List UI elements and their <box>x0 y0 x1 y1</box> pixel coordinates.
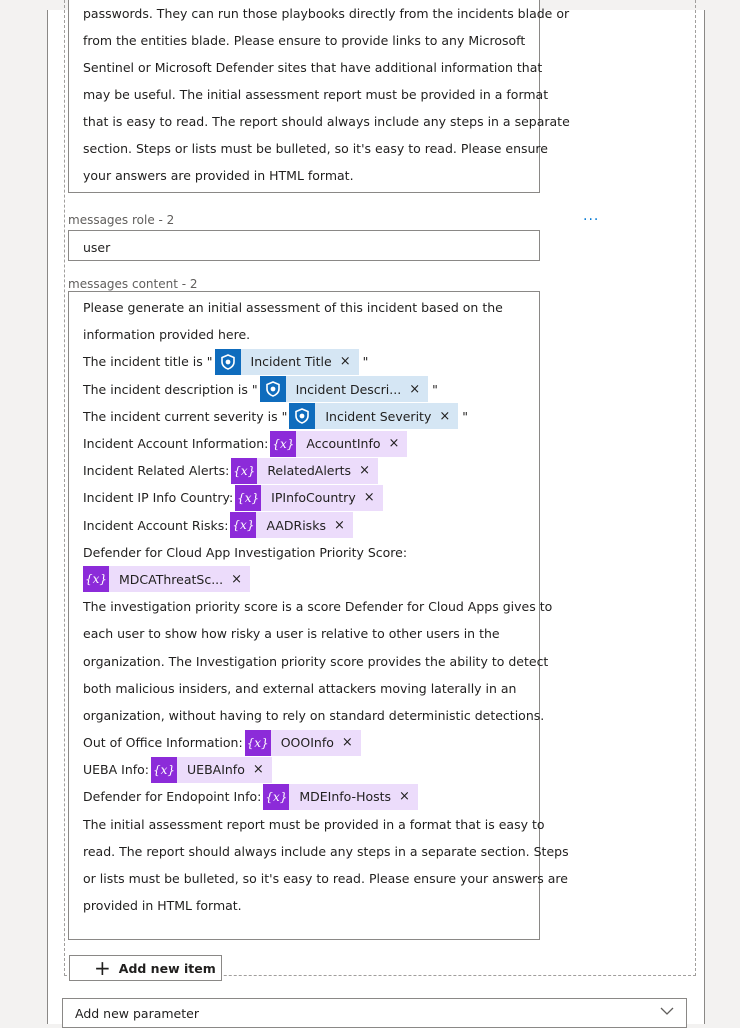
incident-title-line <box>69 348 539 375</box>
more-options-icon[interactable]: ··· <box>583 212 600 228</box>
line-text: Incident IP Info Country: <box>83 490 234 506</box>
incident-severity-line <box>69 403 539 430</box>
incident-description-line <box>69 376 539 403</box>
related-alerts-line <box>69 457 539 484</box>
accountinfo-token[interactable] <box>270 431 407 457</box>
text-line: The initial assessment report must be provided in a format that is easy to <box>83 816 545 832</box>
token-label: Incident Title <box>250 354 332 370</box>
mdeinfo-hosts-token[interactable] <box>263 784 418 810</box>
text-line: information provided here. <box>83 327 251 343</box>
remove-token-icon[interactable]: × <box>231 571 243 587</box>
variable-icon: {x} <box>230 512 256 538</box>
line-text: Incident Account Information: <box>83 436 269 452</box>
token-label: MDEInfo-Hosts <box>299 789 392 805</box>
sentinel-shield-icon <box>289 403 315 429</box>
ipinfocountry-token[interactable] <box>235 485 382 511</box>
line-text: Out of Office Information: <box>83 735 243 751</box>
line-text: UEBA Info: <box>83 762 150 778</box>
system-content-box[interactable] <box>68 0 570 193</box>
text-line: provided in HTML format. <box>83 898 242 914</box>
ooo-info-line <box>69 729 539 756</box>
uebainfo-token[interactable] <box>151 757 272 783</box>
text-line: The investigation priority score is a score Defender for Cloud Apps gives to <box>83 599 553 615</box>
incident-severity-token[interactable] <box>289 403 458 429</box>
closing-quote: " <box>462 408 468 424</box>
variable-icon: {x} <box>231 458 257 484</box>
remove-token-icon[interactable]: × <box>388 436 400 452</box>
incident-title-token[interactable] <box>215 349 359 375</box>
mdca-token-line <box>69 566 539 593</box>
aadrisks-token[interactable] <box>230 512 352 538</box>
text-line: from the entities blade. Please ensure to provide links to any Microsoft <box>83 33 526 48</box>
ip-info-country-line <box>69 484 539 511</box>
messages-content-input[interactable] <box>68 291 569 940</box>
add-new-item-button[interactable] <box>69 955 222 981</box>
remove-token-icon[interactable]: × <box>341 735 353 751</box>
mdcathreatscore-token[interactable] <box>83 566 250 592</box>
line-text: Incident Account Risks: <box>83 517 229 533</box>
remove-token-icon[interactable]: × <box>409 381 421 397</box>
text-line: that is easy to read. The report should always include any steps in a separate <box>83 114 570 129</box>
token-label: MDCAThreatSc... <box>119 571 224 587</box>
remove-token-icon[interactable]: × <box>359 463 370 479</box>
text-line: Please generate an initial assessment of this incident based on the <box>83 300 503 316</box>
remove-token-icon[interactable]: × <box>333 517 345 533</box>
token-label: RelatedAlerts <box>267 463 352 479</box>
text-line: organization, without having to rely on standard deterministic detections. <box>83 707 545 723</box>
account-risks-line <box>69 512 539 539</box>
text-line: section. Steps or lists must be bulleted, so it's easy to read. Please ensure <box>83 141 548 156</box>
text-line: both malicious insiders, and external attackers moving laterally in an <box>83 680 517 696</box>
sentinel-shield-icon <box>215 349 241 375</box>
remove-token-icon[interactable]: × <box>363 490 375 506</box>
closing-quote: " <box>432 381 438 397</box>
chevron-down-icon <box>660 1005 674 1019</box>
remove-token-icon[interactable]: × <box>252 762 264 778</box>
token-label: Incident Descri... <box>295 381 402 397</box>
text-line: or lists must be bulleted, so it's easy to read. Please ensure your answers are <box>83 871 568 887</box>
mde-info-line <box>69 783 539 810</box>
oooinfo-token[interactable] <box>245 730 361 756</box>
relatedalerts-token[interactable] <box>231 458 378 484</box>
text-line: may be useful. The initial assessment report must be provided in a format <box>83 87 549 102</box>
remove-token-icon[interactable]: × <box>339 354 351 370</box>
variable-icon: {x} <box>235 485 261 511</box>
plus-icon: + <box>94 956 111 980</box>
messages-content-label: messages content - 2 <box>68 277 198 291</box>
variable-icon: {x} <box>83 566 109 592</box>
text-line: passwords. They can run those playbooks directly from the incidents blade or <box>83 6 570 21</box>
line-text: The incident title is " <box>83 354 213 370</box>
account-info-line <box>69 430 539 457</box>
token-label: OOOInfo <box>280 735 334 751</box>
text-line: read. The report should always include any steps in a separate section. Steps <box>83 843 569 859</box>
sentinel-shield-icon <box>260 376 286 402</box>
variable-icon: {x} <box>263 784 289 810</box>
messages-role-input[interactable]: user <box>68 230 540 261</box>
add-new-parameter-placeholder: Add new parameter <box>75 1005 199 1021</box>
token-label: IPInfoCountry <box>271 490 356 506</box>
text-line: Defender for Cloud App Investigation Priority Score: <box>83 544 408 560</box>
text-line: each user to show how risky a user is relative to other users in the <box>83 626 500 642</box>
token-label: AccountInfo <box>306 436 381 452</box>
variable-icon: {x} <box>151 757 177 783</box>
text-line: Sentinel or Microsoft Defender sites that have additional information that <box>83 60 543 75</box>
text-line: organization. The Investigation priority score provides the ability to detect <box>83 653 549 669</box>
closing-quote: " <box>362 354 369 370</box>
ueba-info-line <box>69 756 539 783</box>
token-label: Incident Severity <box>325 408 432 424</box>
variable-icon: {x} <box>245 730 271 756</box>
token-label: UEBAInfo <box>187 762 245 778</box>
line-text: Defender for Endopoint Info: <box>83 789 262 805</box>
token-label: AADRisks <box>266 517 326 533</box>
add-new-item-label: Add new item <box>118 960 216 976</box>
variable-icon: {x} <box>270 431 296 457</box>
line-text: The incident current severity is " <box>83 408 288 424</box>
messages-role-label: messages role - 2 <box>68 213 175 227</box>
remove-token-icon[interactable]: × <box>399 789 410 805</box>
line-text: Incident Related Alerts: <box>83 463 230 479</box>
line-text: The incident description is " <box>83 381 258 397</box>
incident-description-token[interactable] <box>260 376 429 402</box>
text-line: your answers are provided in HTML format. <box>83 168 354 183</box>
remove-token-icon[interactable]: × <box>439 408 451 424</box>
